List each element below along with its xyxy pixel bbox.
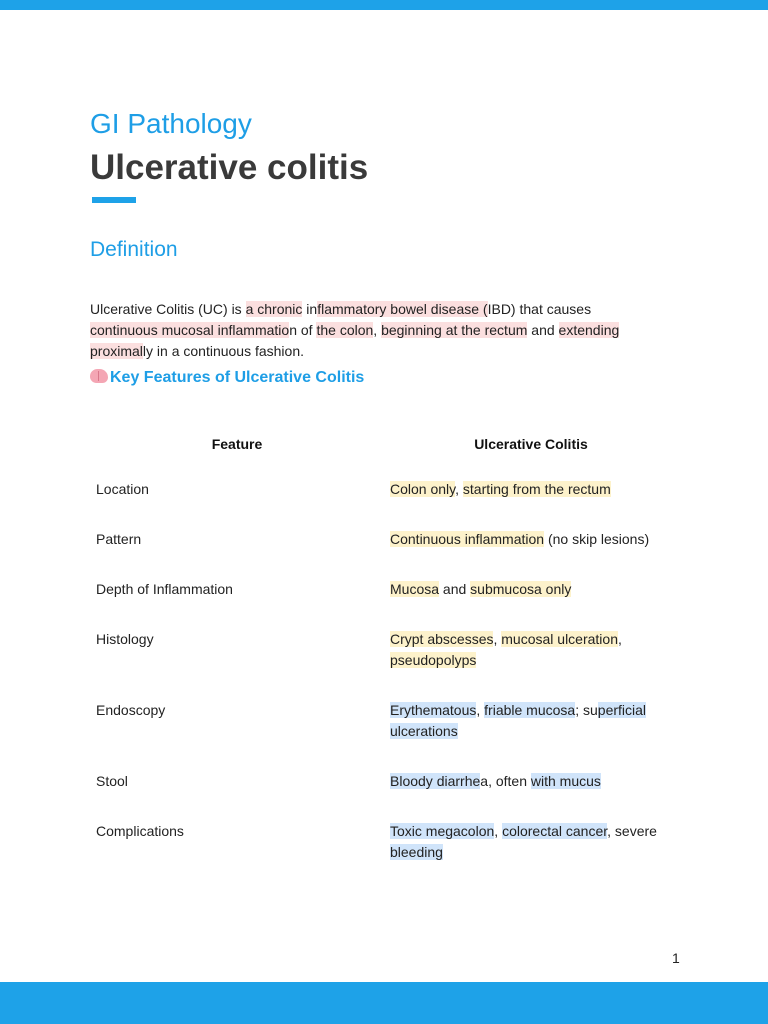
feature-cell: Location xyxy=(96,481,149,497)
highlighted-text: with mucus xyxy=(530,773,601,789)
value-cell xyxy=(384,518,678,568)
highlighted-text: Bloody diarrhe xyxy=(390,773,481,789)
value-cell xyxy=(384,468,678,518)
top-accent-bar xyxy=(0,0,768,10)
highlighted-text: a chronic xyxy=(245,301,303,317)
definition-paragraph xyxy=(90,299,660,362)
bottom-accent-bar xyxy=(0,982,768,1024)
value-cell xyxy=(384,618,678,689)
text-run: (no skip lesions) xyxy=(544,531,650,547)
text-run: in xyxy=(302,301,318,317)
highlighted-text: continuous mucosal inflammatio xyxy=(90,322,290,338)
title-underline xyxy=(92,197,136,203)
highlighted-text: Toxic megacolon xyxy=(390,823,495,839)
subject-heading: GI Pathology xyxy=(90,108,252,139)
text-run: IBD) that causes xyxy=(487,301,592,317)
features-table xyxy=(90,420,678,881)
text-run: , xyxy=(476,702,485,718)
highlighted-text: beginning at the rectum xyxy=(381,322,528,338)
value-cell xyxy=(384,689,678,760)
key-features-heading-text: Key Features of Ulcerative Colitis xyxy=(110,369,365,386)
table-row xyxy=(90,468,678,518)
highlighted-text: submucosa only xyxy=(470,581,572,597)
highlighted-text: Mucosa xyxy=(390,581,440,597)
text-run: a, often xyxy=(480,773,531,789)
highlighted-text: flammatory bowel disease ( xyxy=(317,301,488,317)
text-run: , severe xyxy=(607,823,657,839)
column-header-feature: Feature xyxy=(211,436,263,452)
column-header-ulcerative-colitis: Ulcerative Colitis xyxy=(474,436,588,452)
value-cell xyxy=(384,810,678,881)
highlighted-text: starting from the rectum xyxy=(462,481,611,497)
table-row xyxy=(90,810,678,881)
table-header-row xyxy=(90,420,678,468)
table-row xyxy=(90,689,678,760)
page-title: Ulcerative colitis xyxy=(90,148,369,187)
table-row xyxy=(90,618,678,689)
feature-cell: Pattern xyxy=(96,531,142,547)
feature-cell: Stool xyxy=(96,773,128,789)
table-row xyxy=(90,568,678,618)
definition-heading: Definition xyxy=(90,238,178,261)
value-cell xyxy=(384,760,678,810)
highlighted-text: extending proximal xyxy=(90,322,620,359)
text-run: and xyxy=(527,322,559,338)
highlighted-text: friable mucosa xyxy=(484,702,576,718)
feature-cell: Endoscopy xyxy=(96,702,166,718)
highlighted-text: Continuous inflammation xyxy=(390,531,545,547)
highlighted-text: mucosal ulceration xyxy=(501,631,618,647)
key-features-heading xyxy=(90,369,364,387)
text-run: , xyxy=(618,631,622,647)
text-run: and xyxy=(439,581,471,597)
text-run: , xyxy=(494,823,503,839)
highlighted-text: the colon xyxy=(316,322,374,338)
value-cell xyxy=(384,568,678,618)
feature-cell: Complications xyxy=(96,823,184,839)
brain-icon xyxy=(90,369,108,383)
highlighted-text: Erythematous xyxy=(390,702,477,718)
text-run: Ulcerative Colitis (UC) is xyxy=(90,301,246,317)
table-row xyxy=(90,518,678,568)
feature-cell: Depth of Inflammation xyxy=(96,581,233,597)
highlighted-text: bleeding xyxy=(390,844,443,860)
highlighted-text: Crypt abscesses xyxy=(390,631,494,647)
highlighted-text: pseudopolyps xyxy=(390,652,477,668)
table-row xyxy=(90,760,678,810)
text-run: , xyxy=(455,481,463,497)
text-run: , xyxy=(373,322,382,338)
text-run: , xyxy=(493,631,502,647)
text-run: n of xyxy=(289,322,317,338)
text-run: ; su xyxy=(575,702,598,718)
highlighted-text: Colon only xyxy=(390,481,456,497)
text-run: ly in a continuous fashion. xyxy=(142,343,305,359)
page-number: 1 xyxy=(672,950,680,966)
highlighted-text: perficial ulcerations xyxy=(390,702,647,739)
highlighted-text: colorectal cancer xyxy=(502,823,608,839)
feature-cell: Histology xyxy=(96,631,154,647)
